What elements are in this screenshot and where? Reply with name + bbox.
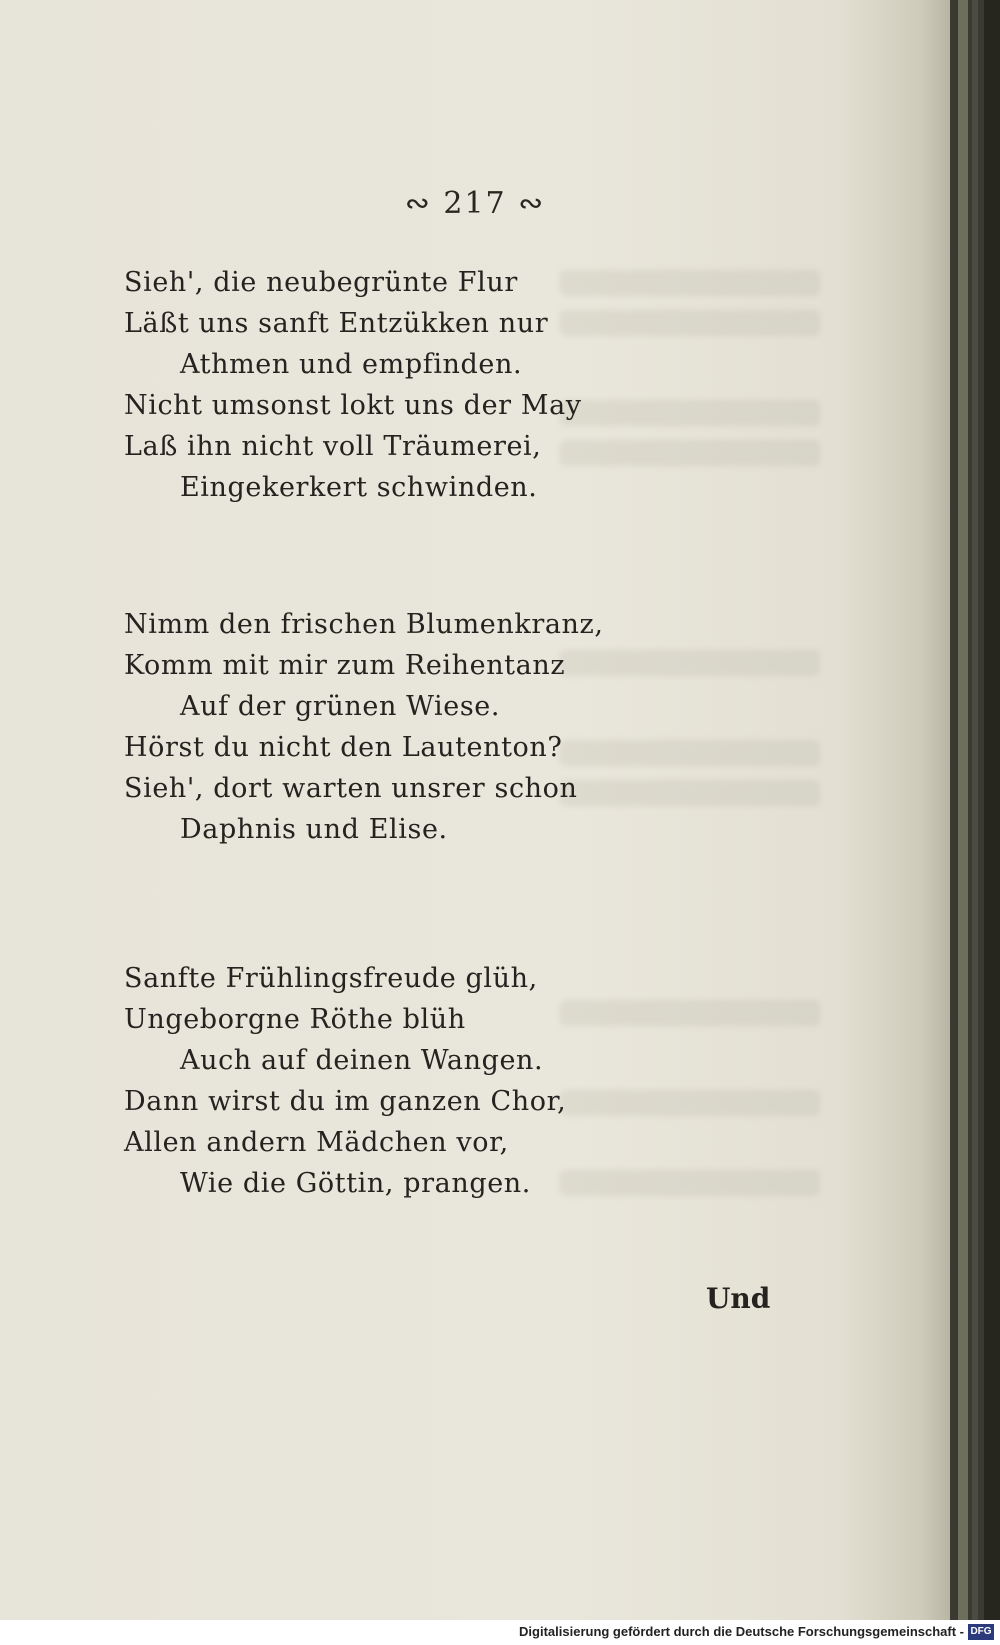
catchword: Und bbox=[706, 1282, 771, 1315]
verse-line: Sieh', die neubegrünte Flur bbox=[124, 267, 518, 298]
verse-line: Komm mit mir zum Reihentanz bbox=[124, 650, 566, 681]
verse-line: Hörst du nicht den Lautenton? bbox=[124, 732, 563, 763]
verse-line: Läßt uns sanft Entzükken nur bbox=[124, 308, 549, 339]
page-fore-edge bbox=[984, 0, 1000, 1620]
stanza bbox=[124, 604, 684, 850]
verse-line: Laß ihn nicht voll Träumerei, bbox=[124, 431, 542, 462]
verse-line: Daphnis und Elise. bbox=[180, 814, 448, 845]
verse-line: Auf der grünen Wiese. bbox=[180, 691, 501, 722]
page-number-header: ∾ 217 ∾ bbox=[404, 186, 546, 221]
verse-line: Eingekerkert schwinden. bbox=[180, 472, 538, 503]
verse-line: Nimm den frischen Blumenkranz, bbox=[124, 609, 604, 640]
page-fore-edge bbox=[972, 0, 978, 1620]
dfg-logo-badge: DFG bbox=[968, 1624, 994, 1640]
page-fore-edge bbox=[958, 0, 968, 1620]
verse-line: Allen andern Mädchen vor, bbox=[124, 1127, 509, 1158]
footer-credit-text: Digitalisierung gefördert durch die Deutsche Forschungsgemeinschaft - bbox=[519, 1624, 964, 1639]
stanza bbox=[124, 262, 684, 508]
verse-line: Nicht umsonst lokt uns der May bbox=[124, 390, 582, 421]
verse-line: Wie die Göttin, prangen. bbox=[180, 1168, 531, 1199]
verse-line: Sieh', dort warten unsrer schon bbox=[124, 773, 578, 804]
verse-line: Sanfte Frühlingsfreude glüh, bbox=[124, 963, 538, 994]
verse-line: Auch auf deinen Wangen. bbox=[180, 1045, 544, 1076]
verse-line: Athmen und empfinden. bbox=[180, 349, 523, 380]
digitization-footer bbox=[0, 1620, 1000, 1645]
verse-line: Ungeborgne Röthe blüh bbox=[124, 1004, 466, 1035]
stanza bbox=[124, 958, 684, 1204]
verse-line: Dann wirst du im ganzen Chor, bbox=[124, 1086, 567, 1117]
